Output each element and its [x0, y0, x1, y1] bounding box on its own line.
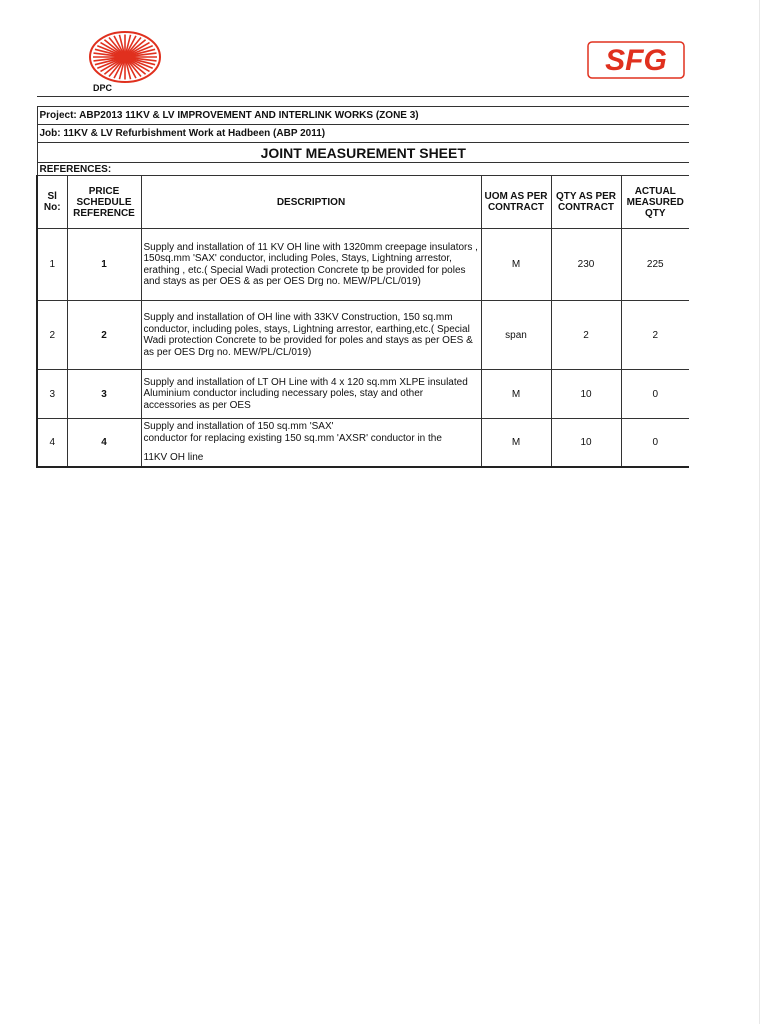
row-price-ref: 3	[67, 370, 141, 419]
table-row	[37, 419, 689, 467]
row-sl: 4	[37, 419, 67, 467]
row-sl: 1	[37, 229, 67, 301]
row-qty: 10	[551, 419, 621, 467]
table-row	[37, 229, 689, 301]
title-row	[37, 143, 689, 163]
row-sl: 2	[37, 301, 67, 370]
project-line: Project: ABP2013 11KV & LV IMPROVEMENT AND INTERLINK WORKS (ZONE 3)	[37, 107, 689, 125]
row-uom: M	[481, 370, 551, 419]
references-label: REFERENCES:	[37, 163, 689, 176]
row-uom: span	[481, 301, 551, 370]
table-row	[37, 370, 689, 419]
row-price-ref: 2	[67, 301, 141, 370]
job-line: Job: 11KV & LV Refurbishment Work at Hadbeen (ABP 2011)	[37, 125, 689, 143]
dpc-sunburst-logo	[88, 30, 162, 84]
row-uom: M	[481, 419, 551, 467]
row-qty: 230	[551, 229, 621, 301]
row-description: Supply and installation of OH line with 33KV Construction, 150 sq.mm conductor, including poles, stays, Lightning arrestor, earthing,etc.( Special Wadi protection Concrete to be provided for poles and stays as per OES & as per OES Drg no. MEW/PL/CL/019)	[141, 301, 481, 370]
row-qty: 10	[551, 370, 621, 419]
row-description: Supply and installation of 11 KV OH line with 1320mm creepage insulators , 150sq.mm 'SAX' conductor, including Poles, Stays, Lightning arrestor, erathing , etc.( Special Wadi protection Concrete tp be provided for poles and stays as per OES & as per OES Drg no. MEW/PL/CL/019)	[141, 229, 481, 301]
table-row	[37, 301, 689, 370]
col-header-qty: QTY AS PER CONTRACT	[551, 176, 621, 229]
row-description-line: conductor for replacing existing 150 sq.mm 'AXSR' conductor in the	[143, 432, 442, 444]
row-actual: 0	[621, 419, 689, 467]
references-row	[37, 163, 689, 176]
row-actual: 225	[621, 229, 689, 301]
row-actual: 0	[621, 370, 689, 419]
table-header-row	[37, 176, 689, 229]
col-header-sl: Sl No:	[37, 176, 67, 229]
col-header-actual: ACTUAL MEASURED QTY	[621, 176, 689, 229]
project-row	[37, 107, 689, 125]
dpc-logo-label: DPC	[93, 83, 113, 93]
top-rule	[37, 97, 689, 107]
row-qty: 2	[551, 301, 621, 370]
row-price-ref: 1	[67, 229, 141, 301]
job-row	[37, 125, 689, 143]
sfg-logo-text: SFG	[605, 44, 667, 77]
row-actual: 2	[621, 301, 689, 370]
row-description: Supply and installation of LT OH Line with 4 x 120 sq.mm XLPE insulated Aluminium conductor including necessary poles, stay and other accessories as per OES	[141, 370, 481, 419]
col-header-price-ref: PRICE SCHEDULE REFERENCE	[67, 176, 141, 229]
col-header-description: DESCRIPTION	[141, 176, 481, 229]
row-description-line: Supply and installation of 150 sq.mm 'SAX'	[143, 421, 334, 432]
row-description-line: 11KV OH line	[143, 452, 204, 463]
measurement-table	[36, 96, 689, 468]
sheet-title: JOINT MEASUREMENT SHEET	[37, 143, 689, 163]
sfg-logo	[586, 40, 686, 80]
row-price-ref: 4	[67, 419, 141, 467]
row-sl: 3	[37, 370, 67, 419]
col-header-uom: UOM AS PER CONTRACT	[481, 176, 551, 229]
row-uom: M	[481, 229, 551, 301]
row-description	[141, 419, 481, 467]
